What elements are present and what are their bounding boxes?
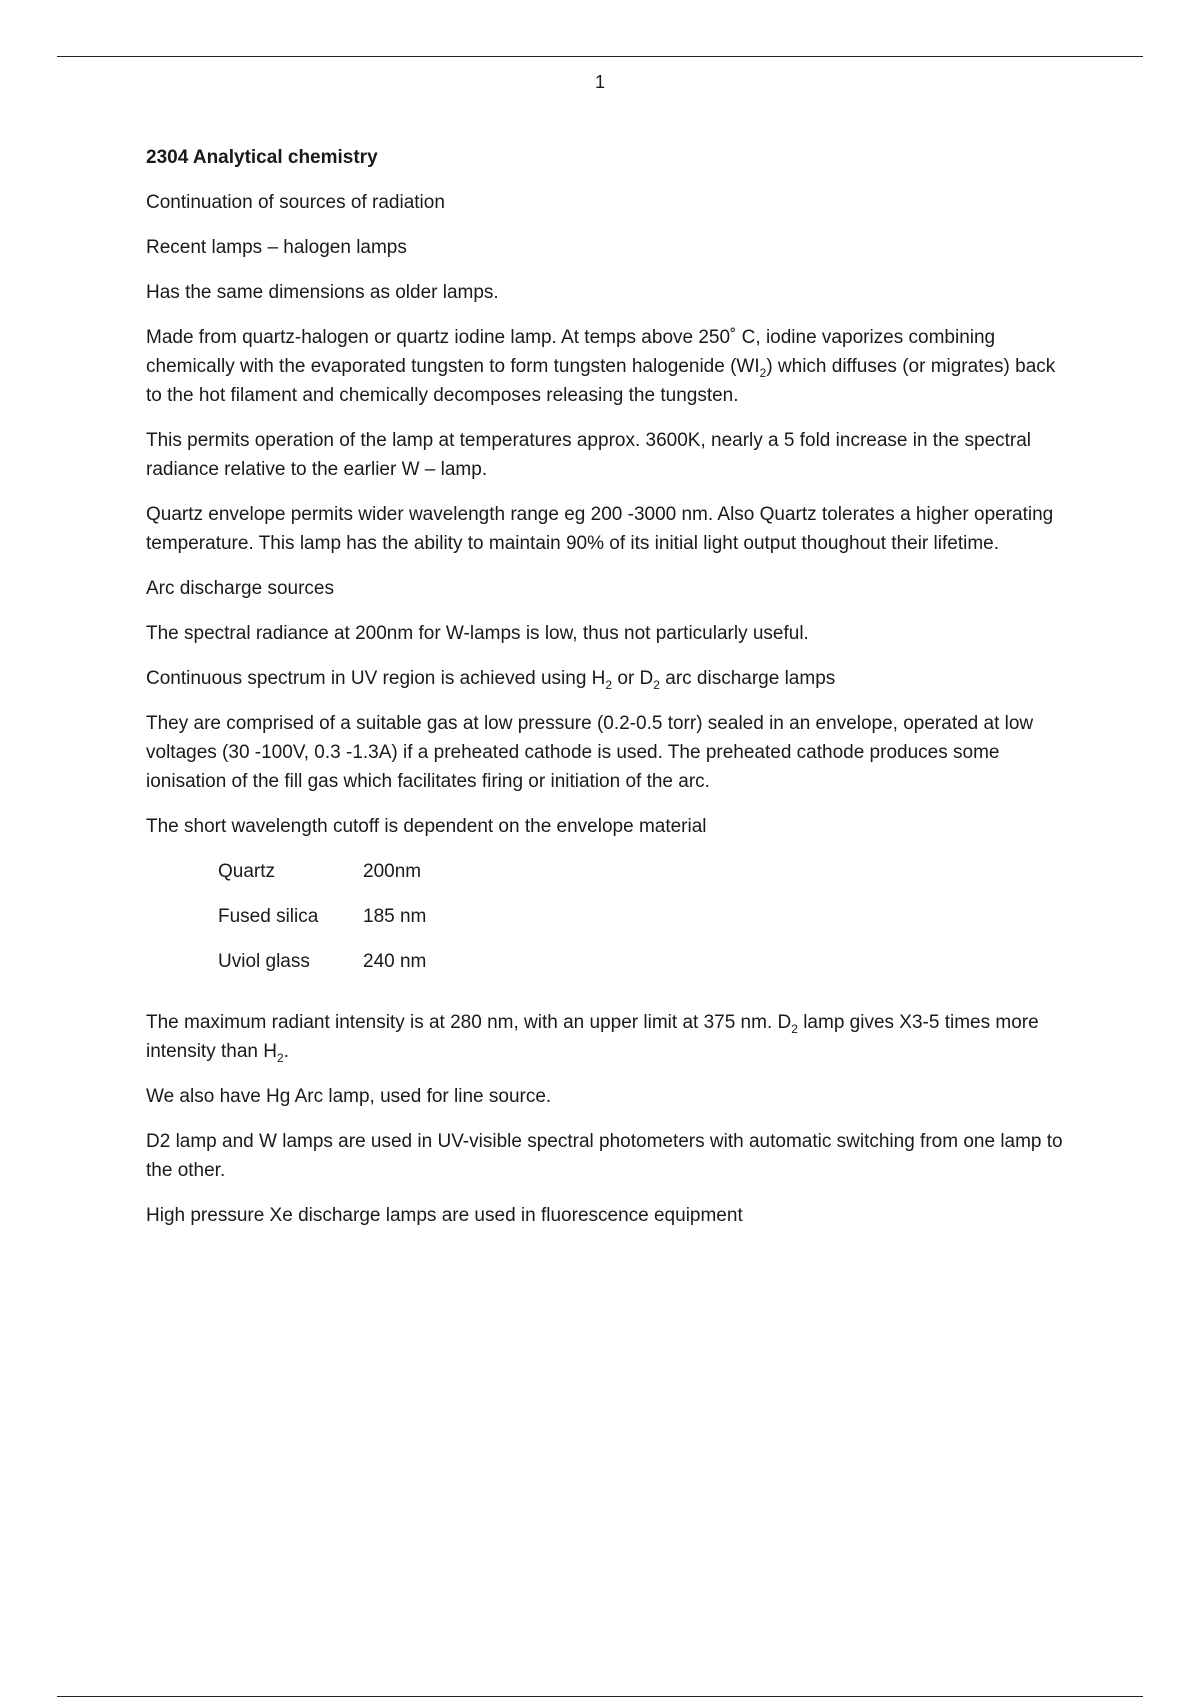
paragraph-continuous (146, 664, 1066, 693)
document-body (146, 143, 1066, 1246)
text-run: ) which diffuses (or migrates) back to the hot filament and chemically decomposes releasing the tungsten. (146, 356, 1056, 406)
subscript: 2 (653, 677, 660, 692)
paragraph: Continuation of sources of radiation (146, 192, 445, 213)
paragraph: Recent lamps – halogen lamps (146, 237, 407, 258)
paragraph: D2 lamp and W lamps are used in UV-visible spectral photometers with automatic switching from one lamp to the other. (146, 1131, 1063, 1181)
subscript: 2 (605, 677, 613, 692)
paragraph: This permits operation of the lamp at temperatures approx. 3600K, nearly a 5 fold increase in the spectral radiance relative to the earlier W – lamp. (146, 430, 1032, 480)
paragraph: Has the same dimensions as older lamps. (146, 282, 499, 303)
cutoff-cell: 185 nm (363, 906, 427, 927)
text-run: lamp gives X3-5 times more intensity than H (146, 1012, 1039, 1062)
cutoff-cell: 240 nm (363, 951, 427, 972)
footer-rule (57, 1696, 1143, 1697)
table-row (218, 857, 426, 902)
paragraph-maximum (146, 1008, 1066, 1066)
page-number: 1 (594, 72, 605, 92)
header-rule (57, 56, 1143, 57)
cutoff-cell: 200nm (363, 861, 422, 882)
paragraph: The short wavelength cutoff is dependent on the envelope material (146, 816, 707, 837)
text-run: The maximum radiant intensity is at 280 nm, with an upper limit at 375 nm. D (146, 1012, 792, 1033)
subscript: 2 (759, 365, 767, 380)
table-row (218, 902, 426, 947)
material-cell: Uviol glass (218, 951, 310, 972)
paragraph-halogen (146, 323, 1066, 410)
paragraph: Quartz envelope permits wider wavelength range eg 200 -3000 nm. Also Quartz tolerates a higher operating temperature. This lamp has the ability to maintain 90% of its initial light output thoughout their lifetime. (146, 504, 1054, 554)
text-run: or D (612, 668, 654, 689)
text-run: arc discharge lamps (659, 668, 836, 689)
subscript: 2 (276, 1050, 284, 1065)
subscript: 2 (791, 1021, 798, 1036)
text-run: . (283, 1041, 289, 1062)
cutoff-table (218, 857, 426, 992)
material-cell: Quartz (218, 861, 276, 882)
text-run: Continuous spectrum in UV region is achieved using H (146, 668, 606, 689)
paragraph: High pressure Xe discharge lamps are used in fluorescence equipment (146, 1205, 743, 1226)
paragraph: They are comprised of a suitable gas at low pressure (0.2-0.5 torr) sealed in an envelope, operated at low voltages (30 -100V, 0.3 -1.3A) if a preheated cathode is used. The preheated cathode produces some ionisation of the fill gas which facilitates firing or initiation of the arc. (146, 713, 1034, 792)
text-run: Made from quartz-halogen or quartz iodine lamp. At temps above 250˚ C, iodine vaporizes combining chemically with the evaporated tungsten to form tungsten halogenide (WI (146, 327, 996, 377)
table-row (218, 947, 426, 992)
document-title: 2304 Analytical chemistry (146, 147, 378, 168)
material-cell: Fused silica (218, 906, 319, 927)
paragraph: The spectral radiance at 200nm for W-lamps is low, thus not particularly useful. (146, 623, 809, 644)
paragraph: We also have Hg Arc lamp, used for line source. (146, 1086, 552, 1107)
section-heading: Arc discharge sources (146, 578, 334, 599)
